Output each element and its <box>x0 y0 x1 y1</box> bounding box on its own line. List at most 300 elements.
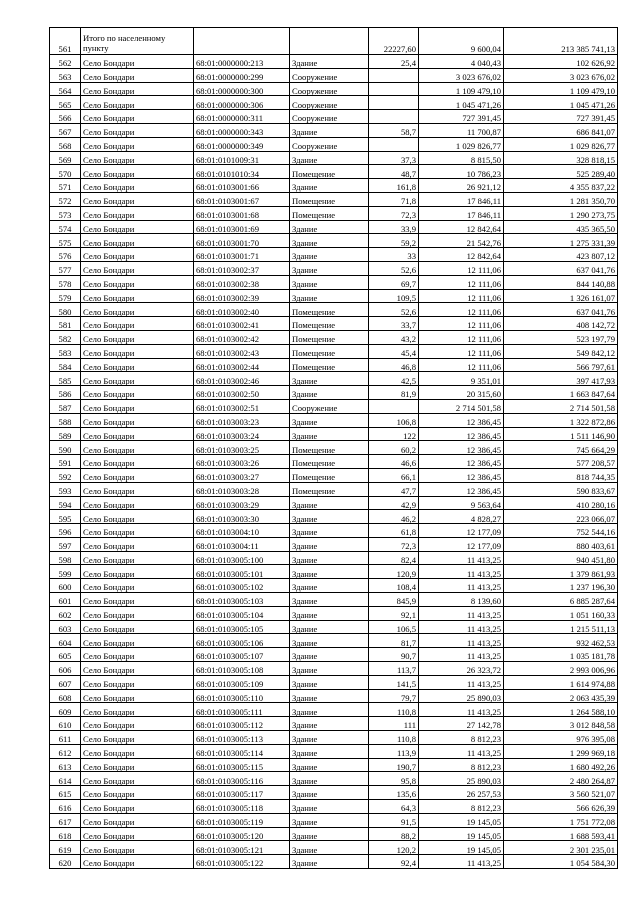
cadastral-number: 68:01:0103002:50 <box>194 386 290 400</box>
object-type: Здание <box>290 841 369 855</box>
object-type <box>290 28 369 55</box>
settlement-name: Итого по населенному пункту <box>81 28 194 55</box>
area-value: 66,1 <box>369 468 419 482</box>
cadastral-number: 68:01:0103005:104 <box>194 606 290 620</box>
table-row <box>50 496 618 510</box>
row-number: 594 <box>50 496 81 510</box>
object-type: Помещение <box>290 482 369 496</box>
area-value: 81,7 <box>369 634 419 648</box>
cadastral-rate: 2 714 501,58 <box>419 399 504 413</box>
table-row <box>50 413 618 427</box>
table-row <box>50 399 618 413</box>
cadastral-rate: 11 700,87 <box>419 123 504 137</box>
object-type: Здание <box>290 413 369 427</box>
area-value: 33,9 <box>369 220 419 234</box>
row-number: 568 <box>50 137 81 151</box>
cadastral-value: 525 289,40 <box>504 165 618 179</box>
cadastral-value: 2 714 501,58 <box>504 399 618 413</box>
area-value: 82,4 <box>369 551 419 565</box>
cadastral-value: 1 281 350,70 <box>504 192 618 206</box>
table-row <box>50 110 618 124</box>
cadastral-rate: 11 413,25 <box>419 648 504 662</box>
object-type: Здание <box>290 55 369 69</box>
table-row <box>50 220 618 234</box>
row-number: 593 <box>50 482 81 496</box>
object-type: Здание <box>290 703 369 717</box>
table-row <box>50 234 618 248</box>
object-type: Здание <box>290 689 369 703</box>
cadastral-value: 745 664,29 <box>504 441 618 455</box>
cadastral-value: 523 197,79 <box>504 330 618 344</box>
cadastral-rate: 10 786,23 <box>419 165 504 179</box>
row-number: 561 <box>50 28 81 55</box>
settlement-name: Село Бондари <box>81 289 194 303</box>
cadastral-value: 2 063 435,39 <box>504 689 618 703</box>
settlement-name: Село Бондари <box>81 317 194 331</box>
object-type: Здание <box>290 151 369 165</box>
cadastral-rate: 12 842,64 <box>419 248 504 262</box>
settlement-name: Село Бондари <box>81 496 194 510</box>
cadastral-rate: 1 045 471,26 <box>419 96 504 110</box>
cadastral-rate: 11 413,25 <box>419 579 504 593</box>
cadastral-number: 68:01:0103005:114 <box>194 744 290 758</box>
cadastral-value: 577 208,57 <box>504 455 618 469</box>
area-value: 52,6 <box>369 303 419 317</box>
cadastral-rate: 727 391,45 <box>419 110 504 124</box>
table-row <box>50 800 618 814</box>
row-number: 565 <box>50 96 81 110</box>
cadastral-value: 3 023 676,02 <box>504 68 618 82</box>
area-value: 161,8 <box>369 179 419 193</box>
object-type: Здание <box>290 551 369 565</box>
row-number: 613 <box>50 758 81 772</box>
cadastral-value: 328 818,15 <box>504 151 618 165</box>
object-type: Сооружение <box>290 82 369 96</box>
table-row <box>50 192 618 206</box>
settlement-name: Село Бондари <box>81 606 194 620</box>
object-type: Здание <box>290 261 369 275</box>
cadastral-rate: 19 145,05 <box>419 827 504 841</box>
cadastral-number: 68:01:0103005:113 <box>194 731 290 745</box>
settlement-name: Село Бондари <box>81 55 194 69</box>
table-row <box>50 372 618 386</box>
cadastral-number: 68:01:0103003:27 <box>194 468 290 482</box>
settlement-name: Село Бондари <box>81 399 194 413</box>
row-number: 617 <box>50 813 81 827</box>
table-row <box>50 468 618 482</box>
settlement-name: Село Бондари <box>81 662 194 676</box>
cadastral-number: 68:01:0103003:25 <box>194 441 290 455</box>
object-type: Сооружение <box>290 399 369 413</box>
cadastral-value: 1 290 273,75 <box>504 206 618 220</box>
row-number: 600 <box>50 579 81 593</box>
row-number: 580 <box>50 303 81 317</box>
area-value: 190,7 <box>369 758 419 772</box>
row-number: 571 <box>50 179 81 193</box>
cadastral-value: 727 391,45 <box>504 110 618 124</box>
settlement-name: Село Бондари <box>81 248 194 262</box>
table-row <box>50 731 618 745</box>
settlement-name: Село Бондари <box>81 192 194 206</box>
cadastral-number: 68:01:0103002:43 <box>194 344 290 358</box>
cadastral-number: 68:01:0000000:343 <box>194 123 290 137</box>
table-row <box>50 275 618 289</box>
cadastral-rate: 11 413,25 <box>419 675 504 689</box>
table-row <box>50 261 618 275</box>
cadastral-rate: 12 111,06 <box>419 289 504 303</box>
settlement-name: Село Бондари <box>81 855 194 869</box>
cadastral-number: 68:01:0103005:102 <box>194 579 290 593</box>
area-value: 79,7 <box>369 689 419 703</box>
table-row <box>50 179 618 193</box>
object-type: Здание <box>290 634 369 648</box>
cadastral-number: 68:01:0103005:107 <box>194 648 290 662</box>
settlement-name: Село Бондари <box>81 634 194 648</box>
table-row <box>50 675 618 689</box>
settlement-name: Село Бондари <box>81 524 194 538</box>
object-type: Помещение <box>290 358 369 372</box>
object-type: Здание <box>290 593 369 607</box>
settlement-name: Село Бондари <box>81 123 194 137</box>
cadastral-rate: 11 413,25 <box>419 744 504 758</box>
row-number: 620 <box>50 855 81 869</box>
row-number: 581 <box>50 317 81 331</box>
object-type: Здание <box>290 606 369 620</box>
area-value: 106,8 <box>369 413 419 427</box>
settlement-name: Село Бондари <box>81 372 194 386</box>
cadastral-value: 1 035 181,78 <box>504 648 618 662</box>
cadastral-value: 1 054 584,30 <box>504 855 618 869</box>
cadastral-value: 2 993 006,96 <box>504 662 618 676</box>
cadastral-number: 68:01:0103005:111 <box>194 703 290 717</box>
area-value: 42,5 <box>369 372 419 386</box>
cadastral-number: 68:01:0000000:299 <box>194 68 290 82</box>
cadastral-value: 1 045 471,26 <box>504 96 618 110</box>
cadastral-number <box>194 28 290 55</box>
cadastral-number: 68:01:0103005:110 <box>194 689 290 703</box>
table-row <box>50 855 618 869</box>
cadastral-value: 1 215 511,13 <box>504 620 618 634</box>
table-row <box>50 386 618 400</box>
area-value: 111 <box>369 717 419 731</box>
cadastral-number: 68:01:0103004:10 <box>194 524 290 538</box>
cadastral-value: 1 663 847,64 <box>504 386 618 400</box>
cadastral-number: 68:01:0103003:29 <box>194 496 290 510</box>
object-type: Помещение <box>290 455 369 469</box>
object-type: Здание <box>290 827 369 841</box>
cadastral-number: 68:01:0103002:51 <box>194 399 290 413</box>
object-type: Помещение <box>290 303 369 317</box>
cadastral-number: 68:01:0103002:39 <box>194 289 290 303</box>
cadastral-rate: 11 413,25 <box>419 620 504 634</box>
row-number: 586 <box>50 386 81 400</box>
cadastral-rate: 8 812,23 <box>419 800 504 814</box>
settlement-name: Село Бондари <box>81 841 194 855</box>
settlement-name: Село Бондари <box>81 675 194 689</box>
cadastral-value: 102 626,92 <box>504 55 618 69</box>
table-row <box>50 455 618 469</box>
object-type: Здание <box>290 427 369 441</box>
area-value: 88,2 <box>369 827 419 841</box>
cadastral-number: 68:01:0103001:67 <box>194 192 290 206</box>
cadastral-value: 1 264 588,10 <box>504 703 618 717</box>
object-type: Здание <box>290 234 369 248</box>
settlement-name: Село Бондари <box>81 358 194 372</box>
table-row <box>50 344 618 358</box>
settlement-name: Село Бондари <box>81 275 194 289</box>
cadastral-number: 68:01:0103005:115 <box>194 758 290 772</box>
object-type: Помещение <box>290 317 369 331</box>
area-value: 46,8 <box>369 358 419 372</box>
cadastral-number: 68:01:0103002:38 <box>194 275 290 289</box>
object-type: Здание <box>290 496 369 510</box>
object-type: Здание <box>290 731 369 745</box>
cadastral-value: 1 322 872,86 <box>504 413 618 427</box>
row-number: 619 <box>50 841 81 855</box>
object-type: Здание <box>290 179 369 193</box>
cadastral-rate: 26 257,53 <box>419 786 504 800</box>
cadastral-rate: 12 111,06 <box>419 317 504 331</box>
object-type: Здание <box>290 744 369 758</box>
object-type: Здание <box>290 510 369 524</box>
row-number: 595 <box>50 510 81 524</box>
cadastral-number: 68:01:0103002:42 <box>194 330 290 344</box>
table-row <box>50 317 618 331</box>
object-type: Здание <box>290 275 369 289</box>
cadastral-rate: 12 111,06 <box>419 261 504 275</box>
cadastral-rate: 1 029 826,77 <box>419 137 504 151</box>
cadastral-value: 1 029 826,77 <box>504 137 618 151</box>
settlement-name: Село Бондари <box>81 261 194 275</box>
row-number: 604 <box>50 634 81 648</box>
settlement-name: Село Бондари <box>81 68 194 82</box>
row-number: 589 <box>50 427 81 441</box>
cadastral-value: 2 301 235,01 <box>504 841 618 855</box>
cadastral-number: 68:01:0103005:116 <box>194 772 290 786</box>
row-number: 614 <box>50 772 81 786</box>
object-type: Помещение <box>290 468 369 482</box>
table-row <box>50 151 618 165</box>
settlement-name: Село Бондари <box>81 620 194 634</box>
cadastral-value: 932 462,53 <box>504 634 618 648</box>
cadastral-rate: 12 111,06 <box>419 330 504 344</box>
cadastral-number: 68:01:0103005:101 <box>194 565 290 579</box>
settlement-name: Село Бондари <box>81 455 194 469</box>
cadastral-rate: 17 846,11 <box>419 192 504 206</box>
table-row <box>50 744 618 758</box>
row-number: 609 <box>50 703 81 717</box>
row-number: 608 <box>50 689 81 703</box>
settlement-name: Село Бондари <box>81 220 194 234</box>
area-value: 37,3 <box>369 151 419 165</box>
settlement-name: Село Бондари <box>81 427 194 441</box>
settlement-name: Село Бондари <box>81 510 194 524</box>
object-type: Помещение <box>290 165 369 179</box>
cadastral-number: 68:01:0101009:31 <box>194 151 290 165</box>
cadastral-rate: 9 563,64 <box>419 496 504 510</box>
settlement-name: Село Бондари <box>81 441 194 455</box>
row-number: 574 <box>50 220 81 234</box>
cadastral-rate: 11 413,25 <box>419 634 504 648</box>
cadastral-number: 68:01:0103001:66 <box>194 179 290 193</box>
cadastral-number: 68:01:0103003:28 <box>194 482 290 496</box>
cadastral-value: 1 051 160,33 <box>504 606 618 620</box>
object-type: Здание <box>290 786 369 800</box>
object-type: Здание <box>290 675 369 689</box>
object-type: Здание <box>290 372 369 386</box>
cadastral-value: 1 751 772,08 <box>504 813 618 827</box>
settlement-name: Село Бондари <box>81 551 194 565</box>
settlement-name: Село Бондари <box>81 717 194 731</box>
settlement-name: Село Бондари <box>81 386 194 400</box>
area-value: 845,9 <box>369 593 419 607</box>
object-type: Здание <box>290 717 369 731</box>
cadastral-value: 976 395,08 <box>504 731 618 745</box>
row-number: 605 <box>50 648 81 662</box>
cadastral-number: 68:01:0103003:23 <box>194 413 290 427</box>
cadastral-value: 423 807,12 <box>504 248 618 262</box>
row-number: 618 <box>50 827 81 841</box>
table-row <box>50 662 618 676</box>
row-number: 577 <box>50 261 81 275</box>
table-row <box>50 579 618 593</box>
settlement-name: Село Бондари <box>81 110 194 124</box>
cadastral-rate: 4 828,27 <box>419 510 504 524</box>
row-number: 564 <box>50 82 81 96</box>
cadastral-value: 1 326 161,07 <box>504 289 618 303</box>
table-row <box>50 441 618 455</box>
area-value: 25,4 <box>369 55 419 69</box>
row-number: 562 <box>50 55 81 69</box>
row-number: 587 <box>50 399 81 413</box>
cadastral-value: 1 688 593,41 <box>504 827 618 841</box>
cadastral-number: 68:01:0103005:100 <box>194 551 290 565</box>
object-type: Помещение <box>290 206 369 220</box>
cadastral-number: 68:01:0103002:40 <box>194 303 290 317</box>
table-row <box>50 330 618 344</box>
settlement-name: Село Бондари <box>81 648 194 662</box>
row-number: 579 <box>50 289 81 303</box>
row-number: 599 <box>50 565 81 579</box>
object-type: Здание <box>290 855 369 869</box>
settlement-name: Село Бондари <box>81 303 194 317</box>
settlement-name: Село Бондари <box>81 689 194 703</box>
cadastral-number: 68:01:0103005:122 <box>194 855 290 869</box>
cadastral-number: 68:01:0103005:112 <box>194 717 290 731</box>
area-value: 113,9 <box>369 744 419 758</box>
cadastral-number: 68:01:0103005:120 <box>194 827 290 841</box>
row-number: 603 <box>50 620 81 634</box>
settlement-name: Село Бондари <box>81 827 194 841</box>
cadastral-rate: 12 111,06 <box>419 344 504 358</box>
object-type: Здание <box>290 537 369 551</box>
row-number: 588 <box>50 413 81 427</box>
row-number: 590 <box>50 441 81 455</box>
row-number: 570 <box>50 165 81 179</box>
row-number: 563 <box>50 68 81 82</box>
settlement-name: Село Бондари <box>81 206 194 220</box>
table-row <box>50 593 618 607</box>
settlement-name: Село Бондари <box>81 482 194 496</box>
cadastral-number: 68:01:0103005:118 <box>194 800 290 814</box>
cadastral-number: 68:01:0103001:69 <box>194 220 290 234</box>
table-body <box>50 28 618 869</box>
row-number: 591 <box>50 455 81 469</box>
object-type: Сооружение <box>290 137 369 151</box>
summary-value-1: 22227,60 <box>369 28 419 55</box>
cadastral-rate: 11 413,25 <box>419 855 504 869</box>
area-value: 64,3 <box>369 800 419 814</box>
cadastral-value: 566 626,39 <box>504 800 618 814</box>
cadastral-value: 2 480 264,87 <box>504 772 618 786</box>
cadastral-rate: 26 921,12 <box>419 179 504 193</box>
row-number: 612 <box>50 744 81 758</box>
cadastral-rate: 12 386,45 <box>419 482 504 496</box>
table-row <box>50 289 618 303</box>
cadastral-rate: 11 413,25 <box>419 551 504 565</box>
cadastral-number: 68:01:0103005:103 <box>194 593 290 607</box>
row-number: 607 <box>50 675 81 689</box>
settlement-name: Село Бондари <box>81 82 194 96</box>
cadastral-rate: 25 890,03 <box>419 772 504 786</box>
cadastral-number: 68:01:0101010:34 <box>194 165 290 179</box>
row-number: 572 <box>50 192 81 206</box>
area-value <box>369 96 419 110</box>
table-row <box>50 565 618 579</box>
summary-row <box>50 28 618 55</box>
table-row <box>50 648 618 662</box>
cadastral-rate: 8 139,60 <box>419 593 504 607</box>
table-row <box>50 303 618 317</box>
table-row <box>50 427 618 441</box>
settlement-name: Село Бондари <box>81 537 194 551</box>
settlement-name: Село Бондари <box>81 772 194 786</box>
cadastral-value: 566 797,61 <box>504 358 618 372</box>
cadastral-rate: 8 812,23 <box>419 731 504 745</box>
cadastral-rate: 11 413,25 <box>419 703 504 717</box>
cadastral-number: 68:01:0103003:24 <box>194 427 290 441</box>
row-number: 606 <box>50 662 81 676</box>
table-row <box>50 551 618 565</box>
cadastral-rate: 17 846,11 <box>419 206 504 220</box>
table-row <box>50 841 618 855</box>
table-row <box>50 717 618 731</box>
cadastral-number: 68:01:0000000:311 <box>194 110 290 124</box>
cadastral-value: 408 142,72 <box>504 317 618 331</box>
cadastral-number: 68:01:0103005:109 <box>194 675 290 689</box>
object-type: Здание <box>290 579 369 593</box>
area-value <box>369 110 419 124</box>
area-value: 122 <box>369 427 419 441</box>
cadastral-value: 1 511 146,90 <box>504 427 618 441</box>
row-number: 584 <box>50 358 81 372</box>
area-value: 135,6 <box>369 786 419 800</box>
area-value: 106,5 <box>369 620 419 634</box>
cadastral-rate: 19 145,05 <box>419 813 504 827</box>
settlement-name: Село Бондари <box>81 565 194 579</box>
settlement-name: Село Бондари <box>81 744 194 758</box>
cadastral-number: 68:01:0000000:300 <box>194 82 290 96</box>
area-value: 120,2 <box>369 841 419 855</box>
area-value: 95,8 <box>369 772 419 786</box>
area-value: 110,8 <box>369 703 419 717</box>
area-value: 58,7 <box>369 123 419 137</box>
settlement-name: Село Бондари <box>81 703 194 717</box>
cadastral-number: 68:01:0103002:46 <box>194 372 290 386</box>
object-type: Здание <box>290 772 369 786</box>
cadastral-number: 68:01:0000000:349 <box>194 137 290 151</box>
cadastral-rate: 12 386,45 <box>419 413 504 427</box>
